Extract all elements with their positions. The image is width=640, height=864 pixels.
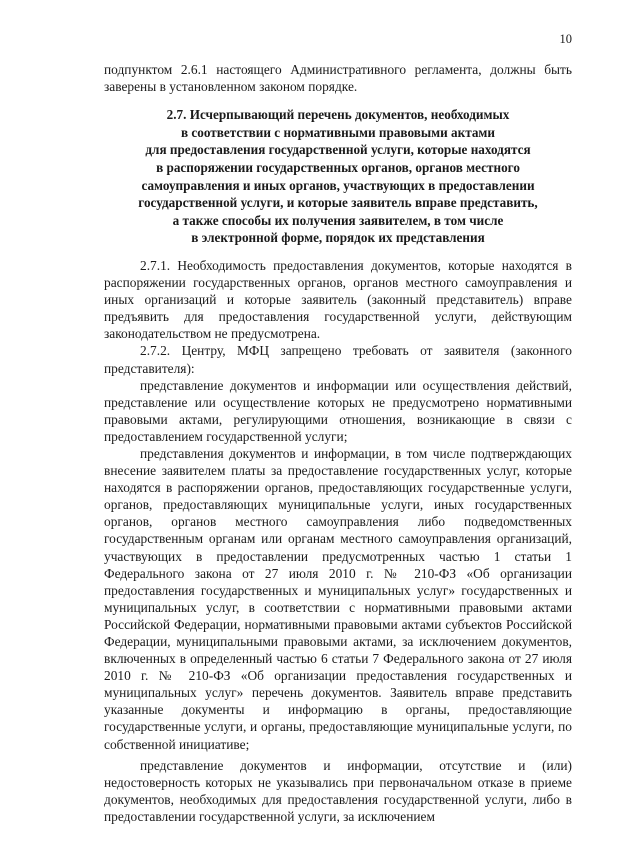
paragraph-2-7-2: 2.7.2. Центру, МФЦ запрещено требовать от заявителя (законного представителя): xyxy=(104,343,572,376)
intro-paragraph: подпунктом 2.6.1 настоящего Административного регламента, должны быть заверены в установленном законом порядке. xyxy=(104,62,572,95)
heading-line: в соответствии с нормативными правовыми актами xyxy=(180,124,496,140)
heading-line: а также способы их получения заявителем, в том числе xyxy=(172,212,504,228)
document-body xyxy=(104,61,572,825)
heading-line: государственной услуги, и которые заявитель вправе представить, xyxy=(138,195,538,211)
paragraph-item: представление документов и информации или осуществления действий, представление или осуществление которых не предусмотрено нормативными правовыми актами, регулирующими отношения, возникающие в связи с предоставлением государственной услуги; xyxy=(104,377,572,444)
heading-line: для предоставления государственной услуги, которые находятся xyxy=(145,142,531,158)
paragraph-2-7-1: 2.7.1. Необходимость предоставления документов, которые находятся в распоряжении государственных органов, органов местного самоуправления и иных организаций и которые заявитель (законный представитель) вправе предъявить для предоставления государственной услуги, действующим законодательством не предусмотрена. xyxy=(104,257,572,342)
heading-line: 2.7. Исчерпывающий перечень документов, необходимых xyxy=(166,107,510,123)
heading-line: самоуправления и иных органов, участвующих в предоставлении xyxy=(141,177,535,193)
section-heading-2-7 xyxy=(104,106,572,247)
heading-line: в электронной форме, порядок их представления xyxy=(191,230,485,246)
paragraph-item: представление документов и информации, отсутствие и (или) недостоверность которых не указывались при первоначальном отказе в приеме документов, необходимых для предоставления государственной услуги, либо в предоставлении государственной услуги, за исключением xyxy=(104,757,572,824)
page-number: 10 xyxy=(559,32,572,46)
heading-line: в распоряжении государственных органов, органов местного xyxy=(156,159,520,175)
paragraph-item: представления документов и информации, в том числе подтверждающих внесение заявителем платы за предоставление государственных услуг, которые находятся в распоряжении органов, предоставляющих государственные услуги, органов, предоставляющих муниципальные услуги, иных государственных органов, органов местного самоуправления либо подведомственных государственным органам или органам местного самоуправления организаций, участвующих в предоставлении предусмотренных частью 1 статьи 1 Федерального закона от 27 июля 2010 г. № 210-ФЗ «Об организации предоставления государственных и муниципальных услуг» государственных и муниципальных услуг, в соответствии с нормативными правовыми актами Российской Федерации, нормативными правовыми актами субъектов Российской Федерации, муниципальными правовыми актами, за исключением документов, включенных в определенный частью 6 статьи 7 Федерального закона от 27 июля 2010 г. № 210-ФЗ «Об организации предоставления государственных и муниципальных услуг» перечень документов. Заявитель вправе представить указанные документы и информацию в органы, предоставляющие государственные услуги, и органы, предоставляющие муниципальные услуги, по собственной инициативе; xyxy=(104,445,572,752)
